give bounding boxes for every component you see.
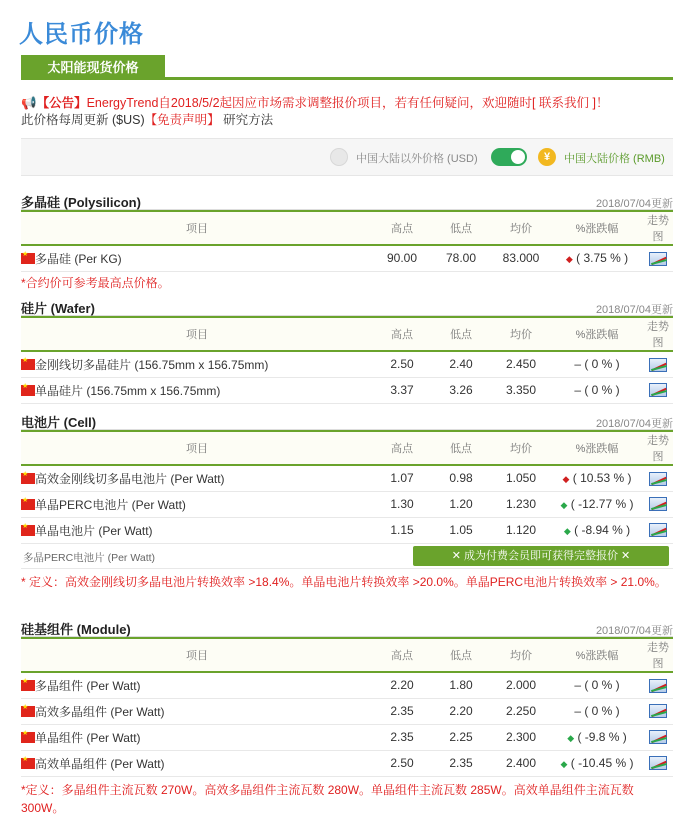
table-row: ★高效多晶组件 (Per Watt) 2.35 2.20 2.250 – ( 0 % ) <box>21 698 673 724</box>
locked-item-name: 多晶PERC电池片 (Per Watt) <box>23 551 156 564</box>
china-flag-icon <box>21 499 35 510</box>
down-arrow-icon: ◆ <box>560 500 568 510</box>
become-member-button[interactable]: ✕ 成为付费会员即可获得完整报价 ✕ <box>413 546 669 566</box>
china-flag-icon <box>21 706 35 717</box>
price-table <box>21 210 673 272</box>
update-line: 此价格每周更新 ($US) <box>21 113 145 127</box>
table-row: ★高效单晶组件 (Per Watt) 2.50 2.35 2.400 ◆ ( -10.45 % ) <box>21 750 673 776</box>
table-header: 项目 高点 低点 均价 %涨跌幅 走势图 <box>21 431 673 465</box>
flat-dash-icon: – <box>574 678 581 693</box>
currency-toggle-bar <box>21 138 673 176</box>
section-note: *定义：多晶组件主流瓦数 270W。高效多晶组件主流瓦数 280W。单晶组件主流瓦数 285W。高效单晶组件主流瓦数 300W。 <box>21 782 634 814</box>
trend-chart-icon[interactable] <box>649 252 667 266</box>
china-flag-icon <box>21 525 35 536</box>
price-table <box>21 430 673 544</box>
down-arrow-icon: ◆ <box>560 759 568 769</box>
trend-chart-icon[interactable] <box>649 523 667 537</box>
speaker-icon: 📢 <box>21 96 37 110</box>
china-flag-icon <box>21 253 35 264</box>
section-note: * 定义：高效金刚线切多晶电池片转换效率 >18.4%。单晶电池片转换效率 >20.0%。单晶PERC电池片转换效率 > 21.0%。 <box>21 574 667 589</box>
notice-line <box>21 93 608 111</box>
up-arrow-icon: ◆ <box>562 474 570 485</box>
notice-subline <box>21 110 273 128</box>
switch-knob <box>511 150 525 164</box>
flat-dash-icon: – <box>574 704 581 718</box>
flat-dash-icon: – <box>574 383 581 397</box>
table-row: ★多晶组件 (Per Watt) 2.20 1.80 2.000 – ( 0 % ) <box>21 672 673 698</box>
rmb-coin-icon[interactable]: ¥ <box>538 148 556 166</box>
table-row: ★单晶PERC电池片 (Per Watt) 1.30 1.20 1.230 ◆ ( -12.77 % ) <box>21 491 673 517</box>
section-title: 硅基组件 (Module) <box>21 622 131 637</box>
section-polysilicon <box>21 190 673 292</box>
trend-chart-icon[interactable] <box>649 358 667 372</box>
table-header: 项目 高点 低点 均价 %涨跌幅 走势图 <box>21 317 673 351</box>
section-title: 硅片 (Wafer) <box>21 301 95 316</box>
price-table <box>21 637 673 777</box>
usd-coin-icon[interactable] <box>330 148 348 166</box>
notice-text[interactable]: EnergyTrend自2018/5/2起因应市场需求调整报价项目，若有任何疑问，欢迎随时[ 联系我们 ]！ <box>86 96 609 110</box>
table-row: ★单晶电池片 (Per Watt) 1.15 1.05 1.120 ◆ ( -8.94 % ) <box>21 517 673 543</box>
disclaimer-link[interactable]: 【免责声明】 <box>144 113 220 127</box>
section-date: 2018/07/04更新 <box>595 198 673 210</box>
trend-chart-icon[interactable] <box>649 730 667 744</box>
table-header: 项目 高点 低点 均价 %涨跌幅 走势图 <box>21 211 673 245</box>
tab-bar <box>21 55 673 80</box>
trend-chart-icon[interactable] <box>649 679 667 693</box>
currency-switch[interactable] <box>491 148 527 166</box>
trend-chart-icon[interactable] <box>649 497 667 511</box>
locked-row <box>21 544 673 569</box>
china-flag-icon <box>21 359 35 370</box>
trend-chart-icon[interactable] <box>649 704 667 718</box>
china-flag-icon <box>21 680 35 691</box>
section-note: *合约价可参考最高点价格。 <box>21 275 170 290</box>
trend-chart-icon[interactable] <box>649 756 667 770</box>
table-row: ★单晶硅片 (156.75mm x 156.75mm) 3.37 3.26 3.350 – ( 0 % ) <box>21 377 673 403</box>
table-header: 项目 高点 低点 均价 %涨跌幅 走势图 <box>21 638 673 672</box>
method-link[interactable]: 研究方法 <box>223 113 274 127</box>
china-flag-icon <box>21 732 35 743</box>
section-title: 电池片 (Cell) <box>21 415 97 430</box>
section-date: 2018/07/04更新 <box>595 418 673 430</box>
china-flag-icon <box>21 473 35 484</box>
tab-spot-price[interactable]: 太阳能现货价格 <box>21 55 165 80</box>
notice-prefix: 【公告】 <box>36 96 87 110</box>
usd-label[interactable]: 中国大陆以外价格 (USD) <box>356 153 478 165</box>
price-table <box>21 316 673 404</box>
down-arrow-icon: ◆ <box>563 526 571 536</box>
up-arrow-icon: ◆ <box>565 254 573 265</box>
table-row: ★多晶硅 (Per KG) 90.00 78.00 83.000 ◆ ( 3.75 % ) <box>21 245 673 271</box>
down-arrow-icon: ◆ <box>567 733 575 743</box>
section-title: 多晶硅 (Polysilicon) <box>21 195 141 210</box>
trend-chart-icon[interactable] <box>649 383 667 397</box>
china-flag-icon <box>21 385 35 396</box>
china-flag-icon <box>21 758 35 769</box>
section-date: 2018/07/04更新 <box>595 304 673 316</box>
table-row: ★单晶组件 (Per Watt) 2.35 2.25 2.300 ◆ ( -9.8 % ) <box>21 724 673 750</box>
page-title: 人民币价格 <box>19 21 144 48</box>
trend-chart-icon[interactable] <box>649 472 667 486</box>
section-wafer <box>21 296 673 404</box>
table-row: ★金刚线切多晶硅片 (156.75mm x 156.75mm) 2.50 2.40 2.450 – ( 0 % ) <box>21 351 673 377</box>
section-module <box>21 617 673 814</box>
section-cell <box>21 410 673 591</box>
section-date: 2018/07/04更新 <box>595 625 673 637</box>
table-row: ★高效金刚线切多晶电池片 (Per Watt) 1.07 0.98 1.050 ◆ ( 10.53 % ) <box>21 465 673 491</box>
rmb-label[interactable]: 中国大陆价格 (RMB) <box>564 153 665 165</box>
flat-dash-icon: – <box>574 357 581 372</box>
